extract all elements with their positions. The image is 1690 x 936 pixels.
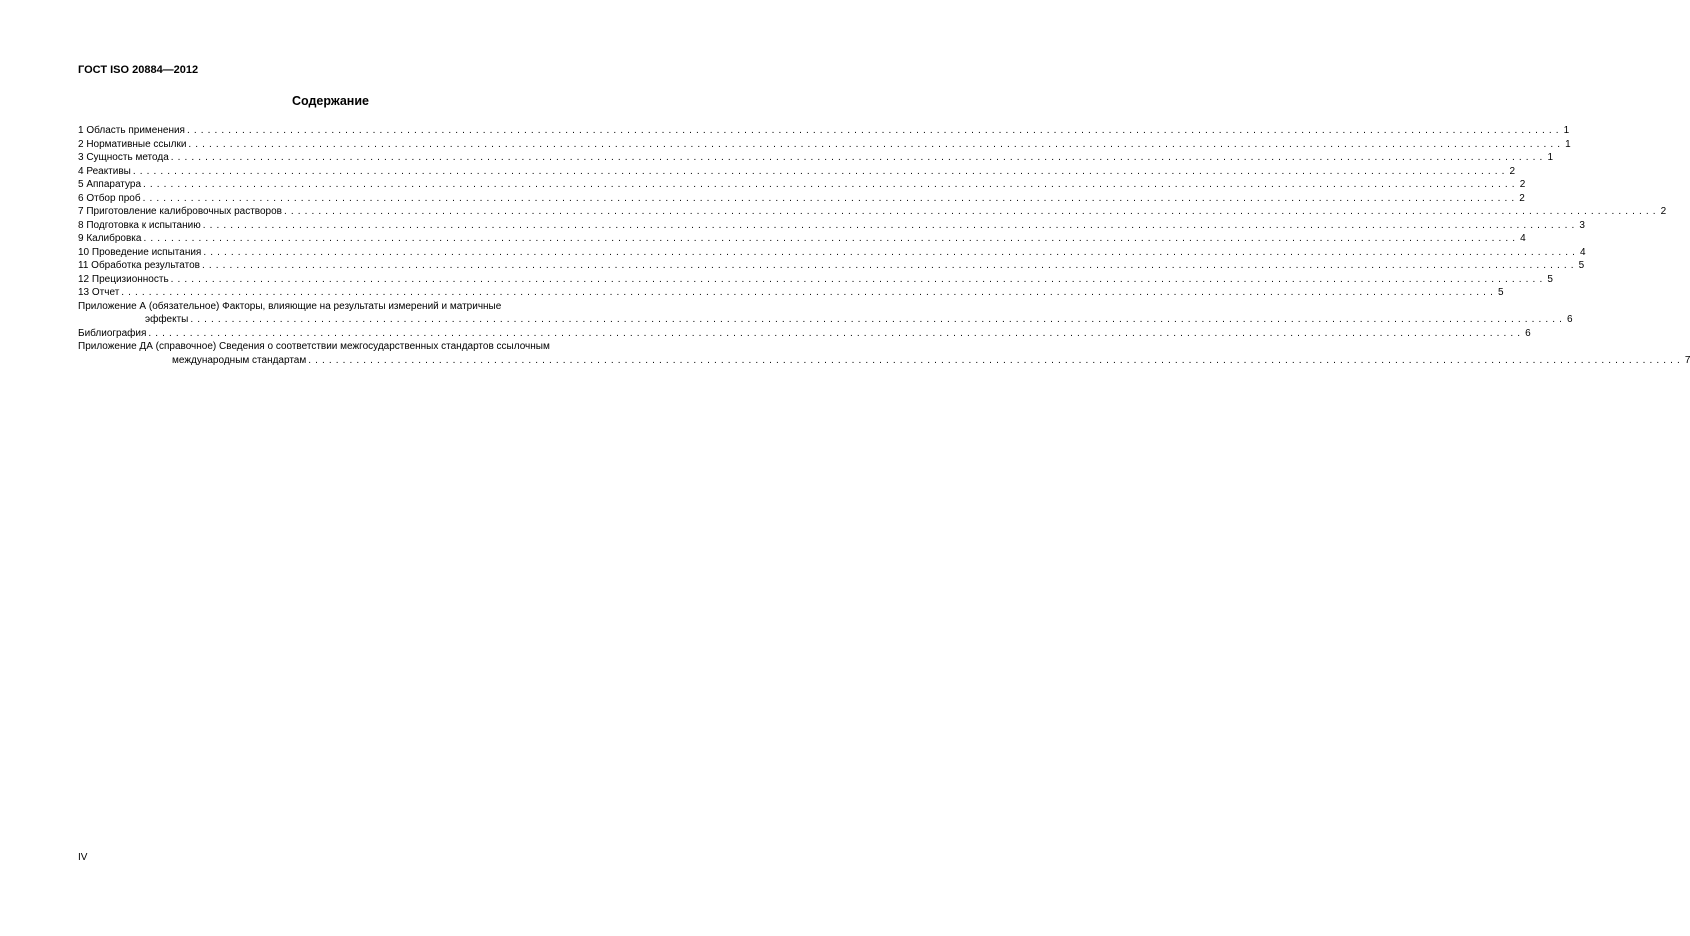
toc-entry-label: 8 Подготовка к испытанию bbox=[78, 219, 201, 231]
toc-entry[interactable] bbox=[78, 165, 1516, 179]
toc-leader: ........................................................................................................................................................................................................ bbox=[148, 327, 1525, 339]
page-number: IV bbox=[78, 852, 88, 863]
toc-leader: ........................................................................................................................................................................................................ bbox=[203, 246, 1580, 258]
toc-title: Содержание bbox=[291, 94, 369, 108]
toc-entry-label: 2 Нормативные ссылки bbox=[78, 138, 187, 150]
toc-entry-page: 4 bbox=[1520, 233, 1526, 244]
toc-entry-label: 5 Аппаратура bbox=[78, 179, 142, 190]
toc-items bbox=[78, 124, 1667, 300]
toc-entry[interactable] bbox=[78, 151, 1553, 165]
toc-entry[interactable] bbox=[78, 286, 1504, 300]
toc-entry-page: 1 bbox=[1565, 138, 1571, 150]
toc-entry-page: 2 bbox=[1509, 165, 1516, 177]
toc-entry-page: 2 bbox=[1519, 192, 1525, 204]
toc-annex-da-line1: Приложение ДА (справочное) Сведения о соответствии межгосударственных стандартов ссылочным bbox=[78, 341, 550, 352]
toc-annex-a-line2: эффекты bbox=[145, 314, 189, 325]
table-of-contents bbox=[78, 124, 1690, 367]
toc-annex-da-line2: международным стандартам bbox=[172, 354, 307, 366]
toc-leader: ........................................................................................................................................................................................................ bbox=[170, 152, 1547, 163]
toc-entry-label: 13 Отчет bbox=[78, 287, 120, 298]
toc-leader: ........................................................................................................................................................................................................ bbox=[121, 287, 1497, 298]
toc-entry-page: 3 bbox=[1579, 219, 1585, 231]
toc-entry[interactable] bbox=[78, 192, 1525, 206]
toc-entry[interactable] bbox=[78, 259, 1585, 273]
toc-entry-page: 5 bbox=[1547, 273, 1553, 285]
toc-entry-page: 2 bbox=[1660, 206, 1667, 217]
toc-entry[interactable] bbox=[78, 138, 1571, 152]
toc-bibliography-label: Библиография bbox=[78, 327, 147, 339]
toc-entry[interactable] bbox=[78, 124, 1570, 138]
toc-entry[interactable] bbox=[78, 178, 1526, 192]
toc-leader: ........................................................................................................................................................................................................ bbox=[283, 206, 1660, 217]
toc-leader: ........................................................................................................................................................................................................ bbox=[170, 273, 1547, 285]
toc-leader: ........................................................................................................................................................................................................ bbox=[190, 314, 1567, 325]
standard-header: ГОСТ ISO 20884—2012 bbox=[78, 64, 199, 76]
toc-leader: ........................................................................................................................................................................................................ bbox=[188, 138, 1565, 150]
toc-entry-page: 5 bbox=[1578, 260, 1585, 271]
toc-entry-page: 2 bbox=[1519, 179, 1526, 190]
toc-leader: ........................................................................................................................................................................................................ bbox=[143, 233, 1520, 244]
toc-leader: ........................................................................................................................................................................................................ bbox=[201, 260, 1578, 271]
toc-entry-page: 1 bbox=[1563, 125, 1570, 136]
toc-annex-a-line1: Приложение А (обязательное) Факторы, влияющие на результаты измерений и матричные bbox=[78, 300, 502, 312]
toc-annex-da-entry[interactable] bbox=[78, 354, 1690, 368]
toc-entry-page: 4 bbox=[1580, 246, 1586, 258]
toc-entry-label: 12 Прецизионность bbox=[78, 273, 169, 285]
toc-entry-label: 9 Калибровка bbox=[78, 233, 142, 244]
toc-entry-label: 7 Приготовление калибровочных растворов bbox=[78, 206, 282, 217]
toc-entry-page: 5 bbox=[1497, 287, 1504, 298]
toc-leader: ........................................................................................................................................................................................................ bbox=[142, 192, 1519, 204]
toc-leader: ........................................................................................................................................................................................................ bbox=[308, 354, 1684, 366]
toc-bibliography-page: 6 bbox=[1525, 327, 1531, 339]
toc-leader: ........................................................................................................................................................................................................ bbox=[143, 179, 1519, 190]
toc-entry-label: 11 Обработка результатов bbox=[78, 260, 200, 271]
toc-entry-label: 1 Область применения bbox=[78, 125, 185, 136]
toc-leader: ........................................................................................................................................................................................................ bbox=[186, 125, 1563, 136]
toc-leader: ........................................................................................................................................................................................................ bbox=[202, 219, 1579, 231]
toc-entry[interactable] bbox=[78, 232, 1526, 246]
toc-annex-a-page: 6 bbox=[1567, 314, 1573, 325]
toc-annex-da-page: 7 bbox=[1684, 354, 1690, 366]
toc-leader: ........................................................................................................................................................................................................ bbox=[132, 165, 1509, 177]
toc-entry-label: 10 Проведение испытания bbox=[78, 246, 202, 258]
toc-entry[interactable] bbox=[78, 219, 1585, 233]
toc-entry-label: 3 Сущность метода bbox=[78, 152, 169, 163]
toc-entry-label: 4 Реактивы bbox=[78, 165, 131, 177]
toc-entry-label: 6 Отбор проб bbox=[78, 192, 141, 204]
toc-entry[interactable] bbox=[78, 246, 1586, 260]
toc-entry[interactable] bbox=[78, 205, 1667, 219]
toc-annex-a-entry[interactable] bbox=[78, 313, 1573, 327]
toc-entry-page: 1 bbox=[1547, 152, 1553, 163]
toc-entry[interactable] bbox=[78, 273, 1553, 287]
toc-bibliography-entry[interactable] bbox=[78, 327, 1531, 341]
